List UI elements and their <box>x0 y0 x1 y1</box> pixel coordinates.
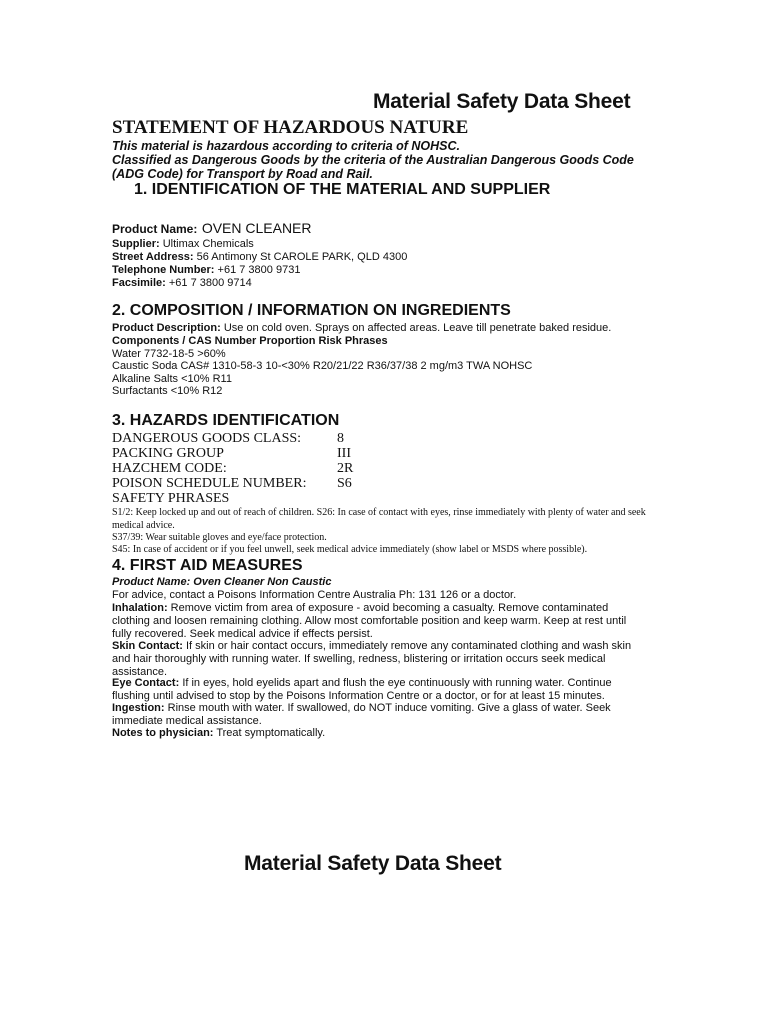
safety-phrase: S45: In case of accident or if you feel unwell, seek medical advice immediately (show label or MSDS where possible). <box>112 544 588 555</box>
notes-line <box>112 727 325 740</box>
product-name-line <box>112 220 312 238</box>
product-name-value: OVEN CLEANER <box>201 220 312 236</box>
section2-heading: 2. COMPOSITION / INFORMATION ON INGREDIENTS <box>112 302 511 319</box>
inhalation-label: Inhalation: <box>112 602 168 614</box>
footer-title: Material Safety Data Sheet <box>244 852 502 875</box>
address-label: Street Address: <box>112 251 194 263</box>
hazard-row-value: S6 <box>337 476 352 491</box>
hazard-row-value: III <box>337 446 351 461</box>
supplier-line <box>112 238 254 251</box>
hazard-line-1: This material is hazardous according to criteria of NOHSC. <box>112 139 460 153</box>
product-name-label: Product Name: <box>112 222 198 236</box>
hazard-row-label: HAZCHEM CODE: <box>112 461 227 476</box>
notes-label: Notes to physician: <box>112 727 214 739</box>
component-row: Surfactants <10% R12 <box>112 385 223 397</box>
skin-contact-text: If skin or hair contact occurs, immediately remove any contaminated clothing and wash skin and hair thoroughly with running water. If swelling, redness, blistering or irritation occurs seek medical assistance. <box>112 640 632 678</box>
ingestion-label: Ingestion: <box>112 702 165 714</box>
notes-text: Treat symptomatically. <box>216 727 326 739</box>
supplier-value: Ultimax Chemicals <box>162 238 254 250</box>
product-description-value: Use on cold oven. Sprays on affected areas. Leave till penetrate baked residue. <box>223 322 612 334</box>
hazard-row-value: 2R <box>337 461 354 476</box>
skin-contact-block <box>112 640 632 678</box>
fax-value: +61 7 3800 9714 <box>168 277 252 289</box>
safety-phrase: S37/39: Wear suitable gloves and eye/face protection. <box>112 532 327 543</box>
component-row: Alkaline Salts <10% R11 <box>112 373 232 385</box>
inhalation-block <box>112 602 632 640</box>
components-header: Components / CAS Number Proportion Risk Phrases <box>112 335 388 347</box>
first-aid-product-name: Product Name: Oven Cleaner Non Caustic <box>112 576 332 588</box>
section4-heading: 4. FIRST AID MEASURES <box>112 557 303 574</box>
product-description-line <box>112 322 611 335</box>
page-title: Material Safety Data Sheet <box>373 90 631 113</box>
phone-line <box>112 264 300 277</box>
safety-phrases-heading: SAFETY PHRASES <box>112 491 230 506</box>
poisons-advice: For advice, contact a Poisons Information Centre Australia Ph: 131 126 or a doctor. <box>112 589 517 601</box>
hazard-row <box>112 446 351 461</box>
component-row: Water 7732-18-5 >60% <box>112 348 226 360</box>
eye-contact-label: Eye Contact: <box>112 677 180 689</box>
hazard-row-label: POISON SCHEDULE NUMBER: <box>112 476 307 491</box>
address-value: 56 Antimony St CAROLE PARK, QLD 4300 <box>196 251 408 263</box>
hazard-line-2: Classified as Dangerous Goods by the criteria of the Australian Dangerous Goods Code <box>112 153 634 167</box>
eye-contact-block <box>112 677 632 703</box>
safety-phrase: S1/2: Keep locked up and out of reach of children. S26: In case of contact with eyes, rinse immediately with plenty of water and seek medical advice. <box>112 507 646 531</box>
skin-contact-label: Skin Contact: <box>112 640 183 652</box>
section3-heading: 3. HAZARDS IDENTIFICATION <box>112 412 340 429</box>
section1-heading: 1. IDENTIFICATION OF THE MATERIAL AND SUPPLIER <box>134 181 551 198</box>
hazard-line-3: (ADG Code) for Transport by Road and Rail. <box>112 167 373 181</box>
hazard-row <box>112 431 344 446</box>
ingestion-text: Rinse mouth with water. If swallowed, do NOT induce vomiting. Give a glass of water. Seek immediate medical assistance. <box>112 702 611 727</box>
phone-label: Telephone Number: <box>112 264 215 276</box>
eye-contact-text: If in eyes, hold eyelids apart and flush the eye continuously with running water. Continue flushing until advised to stop by the Poisons Information Centre or a doctor, or for at least 15 minutes. <box>112 677 612 702</box>
statement-heading: STATEMENT OF HAZARDOUS NATURE <box>112 117 469 138</box>
inhalation-text: Remove victim from area of exposure - avoid becoming a casualty. Remove contaminated clothing and loosen remaining clothing. Allow most comfortable position and keep warm. Keep at rest until fully recovered. Seek medical advice if effects persist. <box>112 602 627 640</box>
hazard-row <box>112 461 353 476</box>
fax-line <box>112 277 252 290</box>
phone-value: +61 7 3800 9731 <box>217 264 301 276</box>
product-description-label: Product Description: <box>112 322 221 334</box>
ingestion-block <box>112 702 632 728</box>
fax-label: Facsimile: <box>112 277 166 289</box>
component-row: Caustic Soda CAS# 1310-58-3 10-<30% R20/21/22 R36/37/38 2 mg/m3 TWA NOHSC <box>112 360 533 372</box>
hazard-row-label: DANGEROUS GOODS CLASS: <box>112 431 302 446</box>
address-line <box>112 251 407 264</box>
supplier-label: Supplier: <box>112 238 160 250</box>
hazard-row <box>112 476 352 491</box>
hazard-row-value: 8 <box>337 431 344 446</box>
hazard-row-label: PACKING GROUP <box>112 446 224 461</box>
